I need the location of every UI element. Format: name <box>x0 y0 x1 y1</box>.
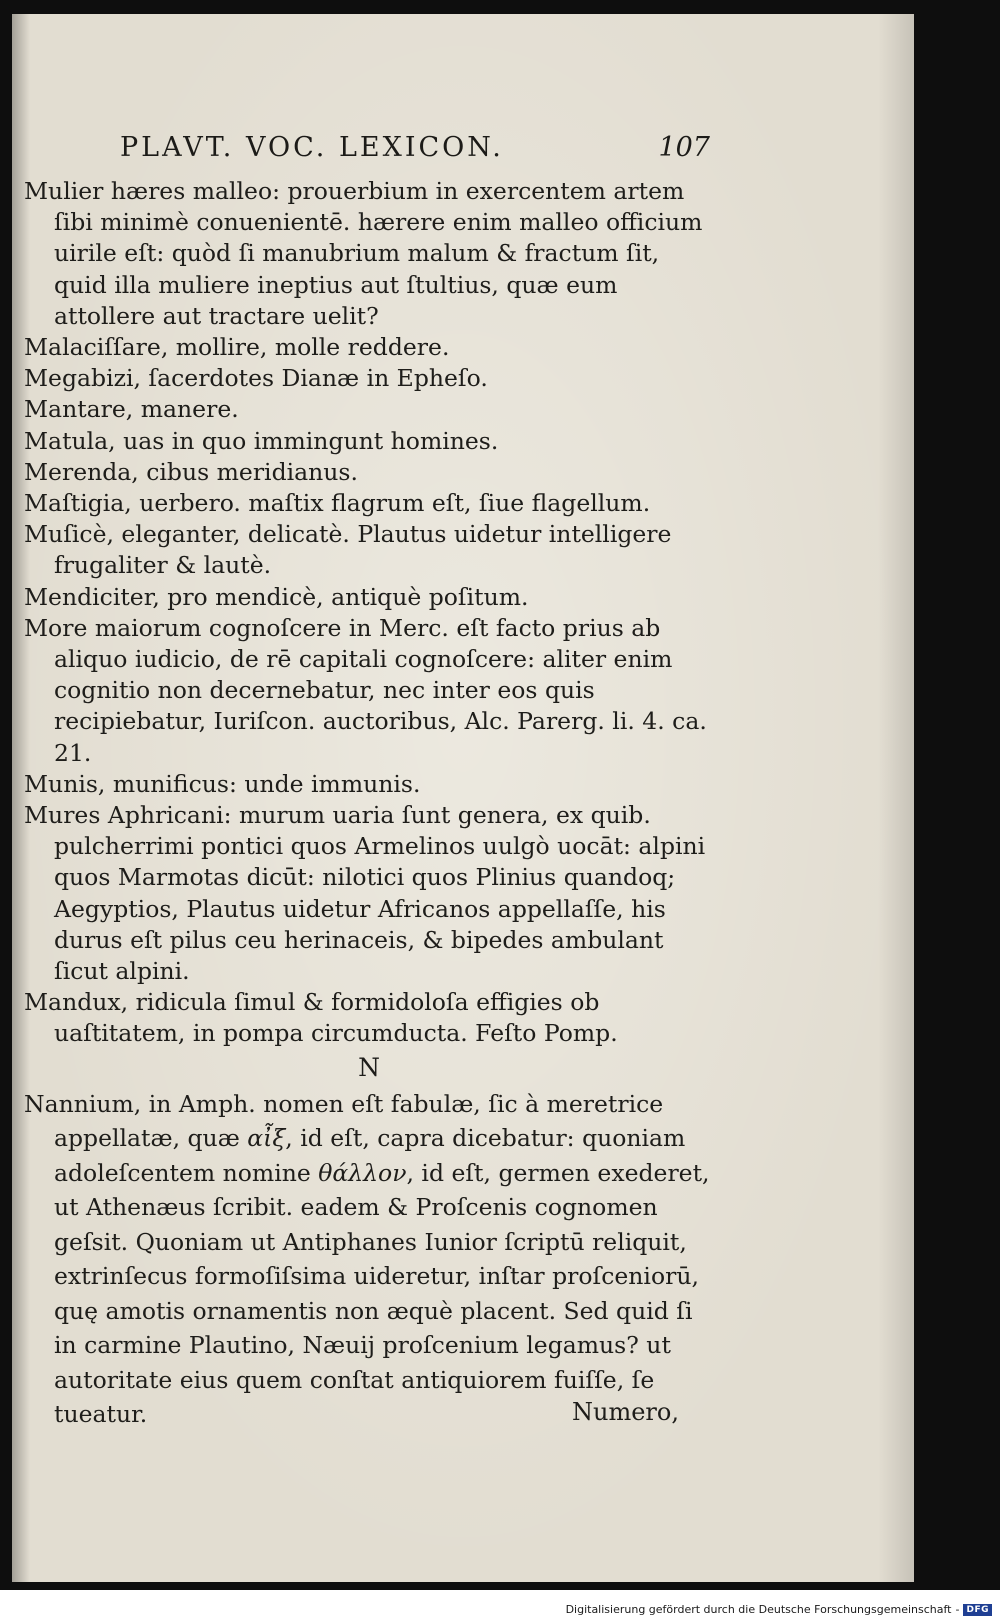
separator: - <box>955 1603 960 1616</box>
book-page <box>12 14 914 1582</box>
entry-mantare: Mantare, manere. <box>24 395 239 424</box>
entry-more-maiorum: More maiorum cognoſcere in Merc. eſt facto prius ab aliquo iudicio, de rē capitali cognoſcere: aliter enim cognitio non decernebatur, nec inter eos quis recipiebatur, Iuriſcon. auctoribus, Alc. Parerg. li. 4. ca. 21. <box>24 613 707 767</box>
nannium-text-3: , id eſt, germen exederet, ut Athenæus ſcribit. eadem & Proſcenis cognomen geſsit. Quoniam ut Antiphanes Iunior ſcriptū reliquit, extrinſecus formoſiſsima uideretur, inſtar proſceniorū, quę amotis ornamentis non æquè placent. Sed quid ſi in carmine Plautino, Næuij proſcenium legamus? ut autoritate eius quem conſtat antiquiorem fuiſſe, ſe tueatur. <box>54 1158 710 1429</box>
entry-nannium <box>24 1087 714 1432</box>
entry-merenda: Merenda, cibus meridianus. <box>24 457 358 486</box>
greek-word-thallon: θάλλον <box>318 1158 407 1187</box>
entry-malacissare: Malaciſſare, mollire, molle reddere. <box>24 333 450 362</box>
greek-word-aix: αἶξ <box>247 1124 286 1153</box>
entry-mandux: Mandux, ridicula ſimul & formidoloſa effigies ob uaſtitatem, in pompa circumducta. Feſto Pomp. <box>24 988 618 1048</box>
entry-megabizi: Megabizi, ſacerdotes Dianæ in Epheſo. <box>24 364 488 393</box>
section-letter: N <box>358 1052 380 1082</box>
entry-musice: Muſicè, eleganter, delicatè. Plautus uidetur intelligere frugaliter & lautè. <box>24 520 672 580</box>
entry-mures: Mures Aphricani: murum uaria ſunt genera, ex quib. pulcherrimi pontici quos Armelinos uulgò uocāt: alpini quos Marmotas dicūt: nilotici quos Plinius quandoq; Aegyptios, Plautus uidetur Africanos appellaſſe, his durus eſt pilus ceu herinaceis, & bipedes ambulant ſicut alpini. <box>24 801 706 986</box>
page-number: 107 <box>658 132 710 163</box>
lexicon-entries <box>24 176 714 1432</box>
digitization-credit <box>566 1603 992 1616</box>
running-title: PLAVT. VOC. LEXICON. <box>120 132 504 163</box>
entry-mendiciter: Mendiciter, pro mendicè, antiquè poſitum. <box>24 582 529 611</box>
nannium-text-1: Nannium, in Amph. nomen eſt fabulæ, ſic à meretrice appellatæ, quæ <box>24 1089 664 1153</box>
dfg-logo: DFG <box>963 1604 992 1616</box>
entry-mastigia: Maſtigia, uerbero. maſtix flagrum eſt, ſiue flagellum. <box>24 489 651 518</box>
catchword: Numero, <box>572 1398 679 1426</box>
entry-munis: Munis, munificus: unde immunis. <box>24 769 421 798</box>
credit-text: Digitalisierung gefördert durch die Deutsche Forschungsgemeinschaft <box>565 1603 952 1616</box>
nannium-text-2: , id eſt, capra dicebatur: quoniam adoleſcentem nomine <box>54 1124 686 1187</box>
running-header <box>120 132 710 163</box>
entry-mulier: Mulier hæres malleo: prouerbium in exercentem artem ſibi minimè conuenientē. hærere enim malleo officium uirile eſt: quòd ſi manubrium malum & fractum ſit, quid illa muliere ineptius aut ſtultius, quæ eum attollere aut tractare uelit? <box>24 177 703 330</box>
entry-matula: Matula, uas in quo immingunt homines. <box>24 426 499 455</box>
